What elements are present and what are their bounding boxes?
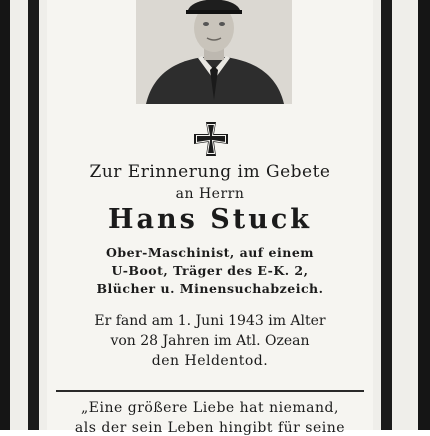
addressee-line: an Herrn <box>175 186 245 202</box>
right-mourning-border <box>381 0 392 430</box>
left-mourning-border <box>28 0 39 430</box>
death-line-3: den Heldentod. <box>151 353 269 369</box>
iron-cross-icon <box>192 120 230 158</box>
death-line-1: Er fand am 1. Juni 1943 im Alter <box>94 313 326 329</box>
death-line-2: von 28 Jahren im Atl. Ozean <box>110 333 310 349</box>
rank-line: Ober-Maschinist, auf einem <box>105 245 314 260</box>
quote-line-1: „Eine größere Liebe hat niemand, <box>81 400 339 416</box>
portrait-photo <box>136 0 292 104</box>
divider-rule <box>56 390 364 392</box>
boat-line: U-Boot, Träger des E-K. 2, <box>111 263 309 278</box>
memory-line: Zur Erinnerung im Gebete <box>89 162 331 182</box>
badge-line: Blücher u. Minensuchabzeich. <box>96 281 324 296</box>
deceased-name: Hans Stuck <box>108 204 312 235</box>
quote-line-2: als der sein Leben hingibt für seine <box>74 420 346 436</box>
